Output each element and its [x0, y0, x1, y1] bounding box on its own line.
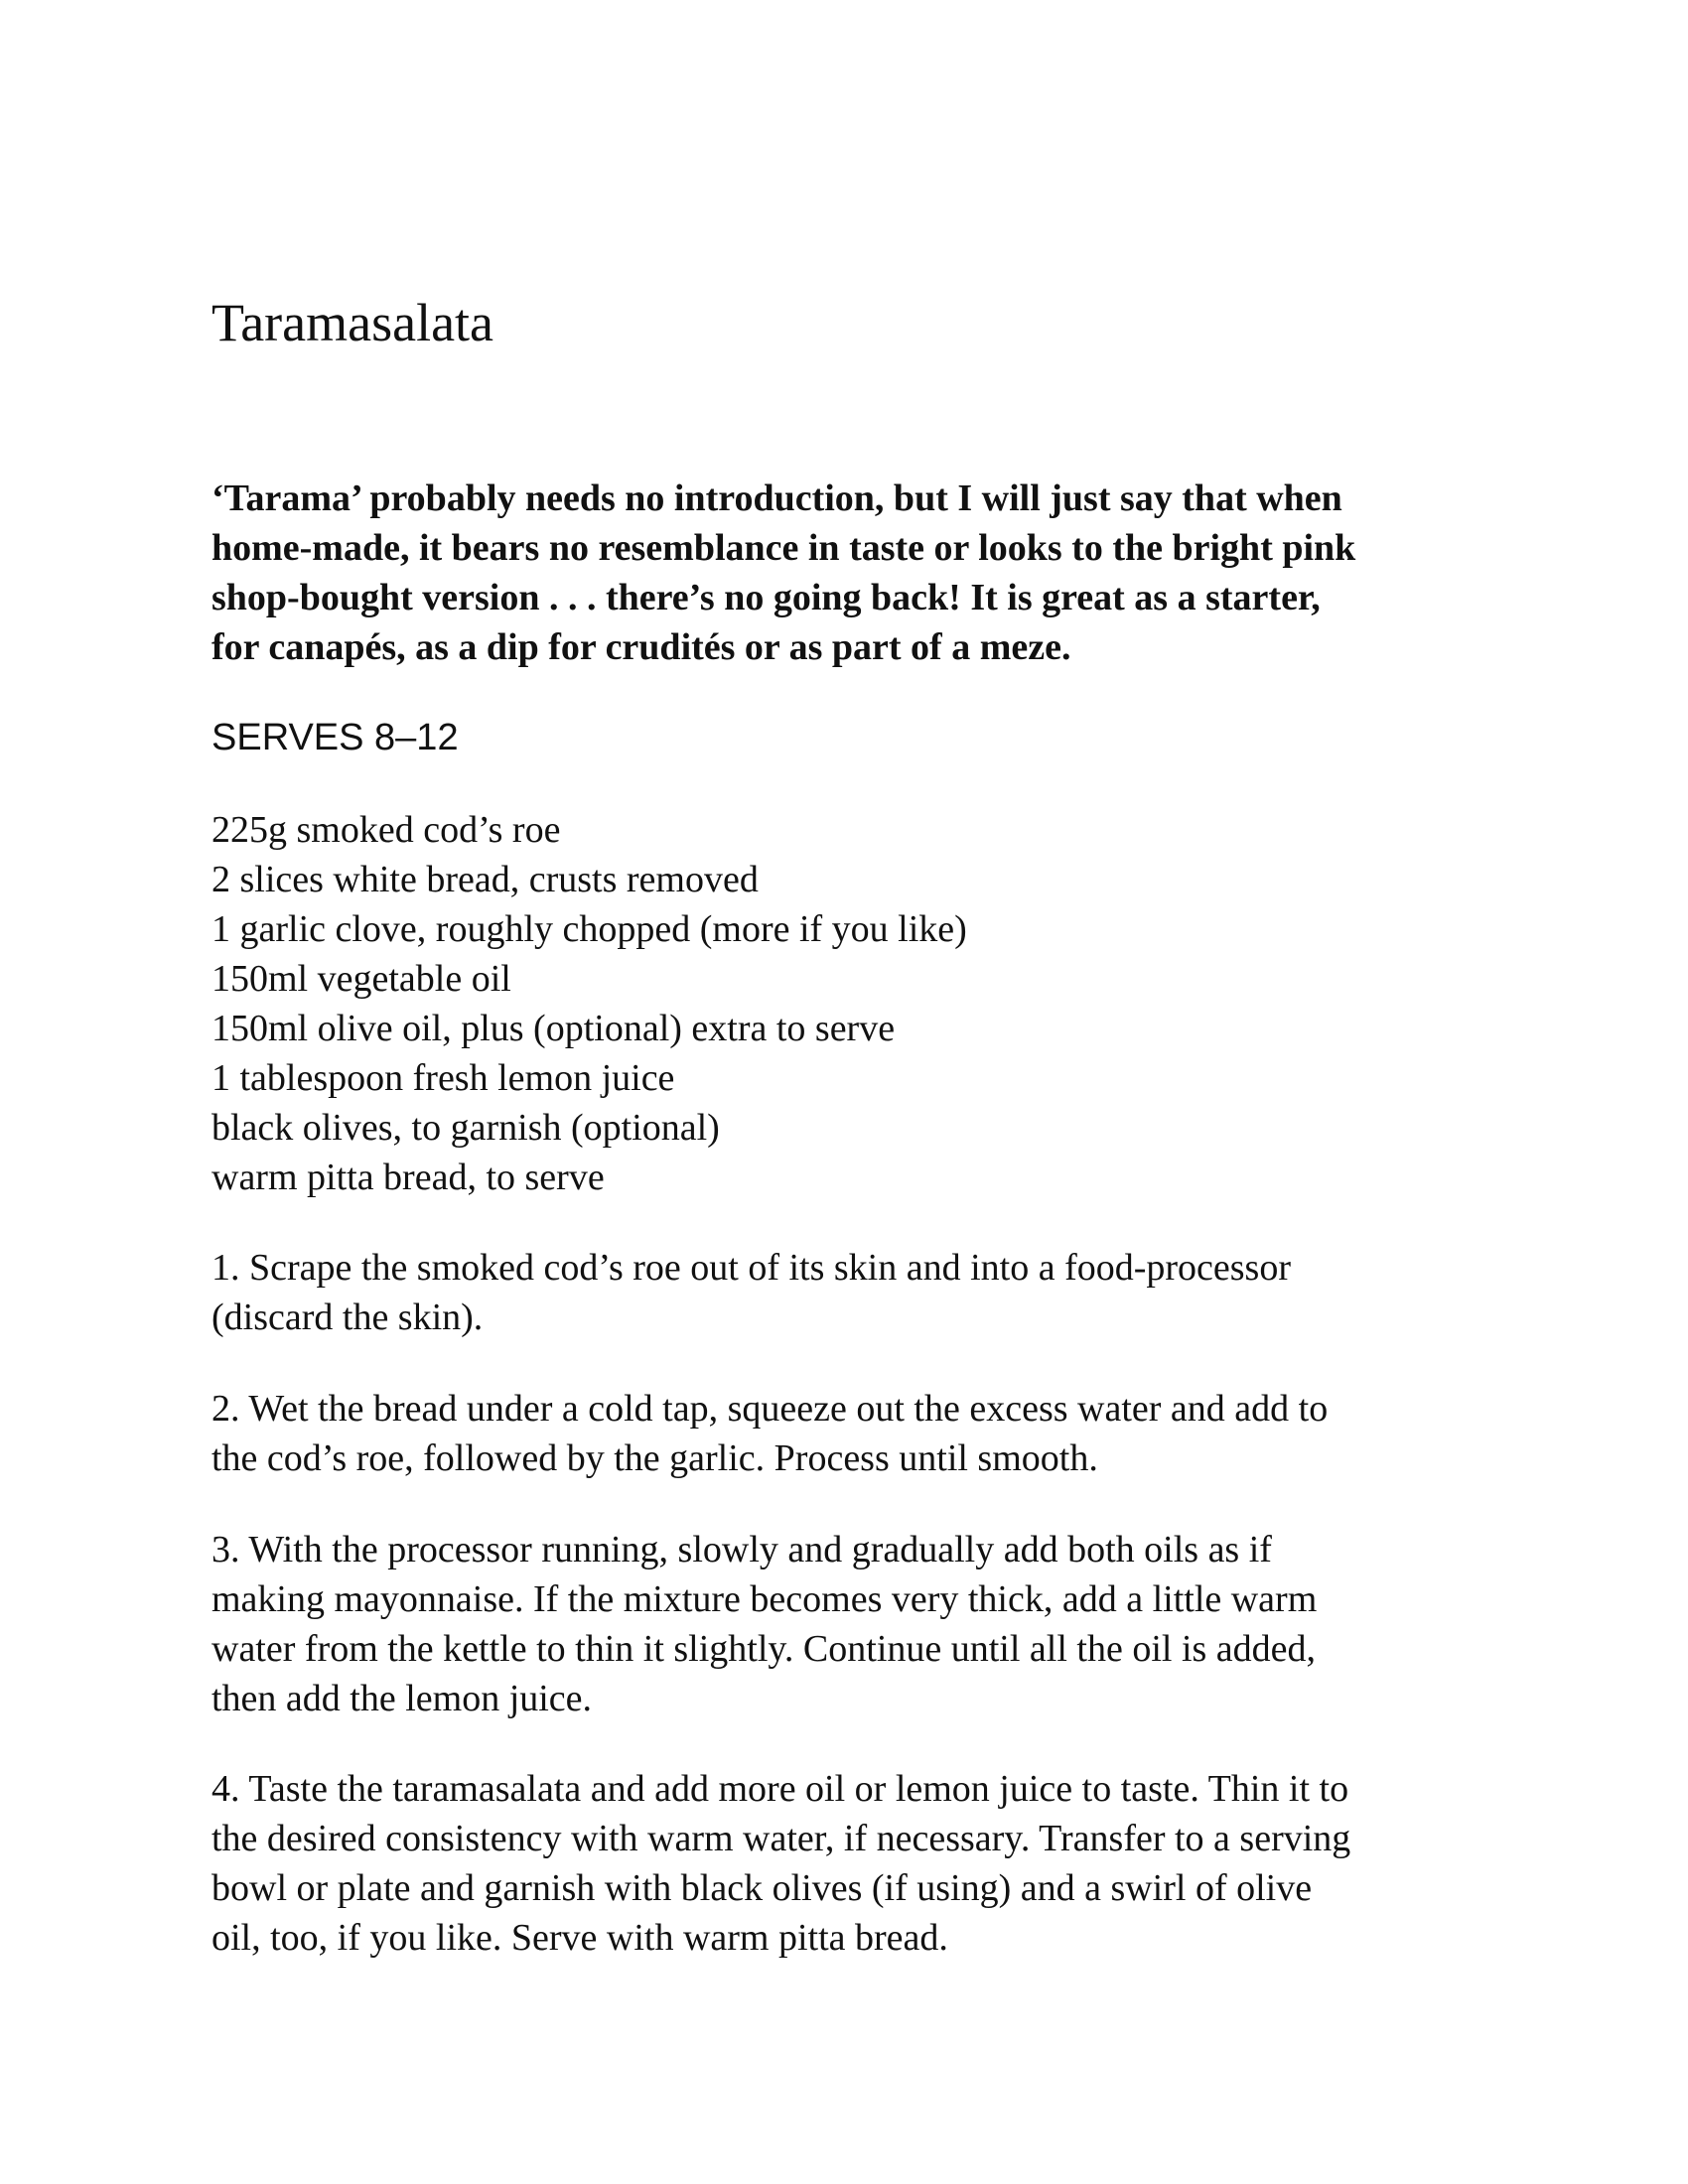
method-step-2 [211, 1384, 1502, 1483]
ingredient-item: 1 garlic clove, roughly chopped (more if you like) [211, 908, 967, 950]
serves-label: SERVES 8–12 [211, 717, 459, 758]
step-line: oil, too, if you like. Serve with warm pitta bread. [211, 1917, 948, 1959]
intro-line: ‘Tarama’ probably needs no introduction, but I will just say that when [211, 478, 1342, 519]
ingredient-item: 1 tablespoon fresh lemon juice [211, 1057, 675, 1099]
ingredient-item: 2 slices white bread, crusts removed [211, 859, 759, 900]
method-step-4 [211, 1764, 1502, 1963]
step-line: the desired consistency with warm water, if necessary. Transfer to a serving [211, 1818, 1351, 1859]
intro-line: for canapés, as a dip for crudités or as part of a meze. [211, 626, 1071, 668]
intro-line: shop-bought version . . . there’s no going back! It is great as a starter, [211, 577, 1321, 618]
step-line: 4. Taste the taramasalata and add more oil or lemon juice to taste. Thin it to [211, 1768, 1349, 1810]
step-line: then add the lemon juice. [211, 1678, 593, 1719]
ingredient-item: warm pitta bread, to serve [211, 1157, 605, 1198]
recipe-title: Taramasalata [211, 293, 494, 352]
step-line: bowl or plate and garnish with black olives (if using) and a swirl of olive [211, 1867, 1313, 1909]
intro-line: home-made, it bears no resemblance in taste or looks to the bright pink [211, 527, 1356, 569]
step-line: (discard the skin). [211, 1297, 484, 1338]
step-line: the cod’s roe, followed by the garlic. Process until smooth. [211, 1437, 1098, 1479]
step-line: 3. With the processor running, slowly and gradually add both oils as if [211, 1529, 1272, 1570]
method-step-1 [211, 1243, 1502, 1342]
ingredient-list [211, 805, 967, 1202]
ingredient-item: black olives, to garnish (optional) [211, 1107, 720, 1149]
step-line: 2. Wet the bread under a cold tap, squeeze out the excess water and add to [211, 1388, 1329, 1430]
ingredient-item: 225g smoked cod’s roe [211, 809, 561, 851]
step-line: making mayonnaise. If the mixture becomes very thick, add a little warm [211, 1578, 1318, 1620]
step-line: water from the kettle to thin it slightly. Continue until all the oil is added, [211, 1628, 1317, 1670]
recipe-intro [211, 474, 1502, 672]
step-line: 1. Scrape the smoked cod’s roe out of its skin and into a food-processor [211, 1247, 1291, 1289]
ingredient-item: 150ml olive oil, plus (optional) extra to serve [211, 1008, 896, 1049]
method-step-3 [211, 1525, 1502, 1723]
ingredient-item: 150ml vegetable oil [211, 958, 511, 1000]
